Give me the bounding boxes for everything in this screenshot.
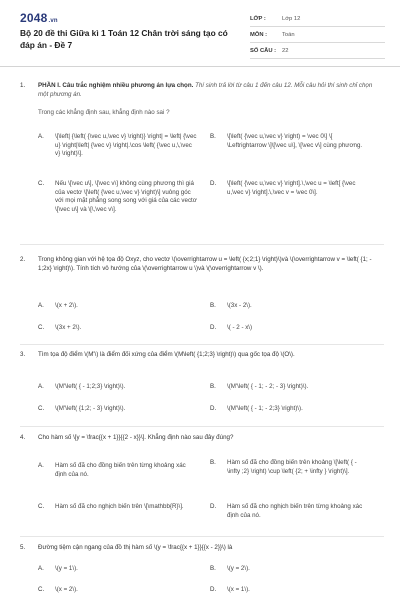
meta-value: 22 xyxy=(282,47,289,54)
option-text: \(y = 2\). xyxy=(227,565,250,572)
question-number: 5. xyxy=(20,544,26,551)
answer-option-a[interactable] xyxy=(38,302,198,311)
answer-option-b[interactable] xyxy=(210,133,370,150)
option-letter: B. xyxy=(210,459,216,466)
exam-header xyxy=(0,0,400,66)
option-letter: D. xyxy=(210,180,217,187)
option-letter: A. xyxy=(38,302,44,309)
option-text: Hàm số đã cho nghịch biến trên \[\mathbb{R}\]. xyxy=(55,503,184,510)
meta-key: SỐ CÂU : xyxy=(250,47,277,54)
option-text: \(3x - 2\). xyxy=(227,302,252,309)
question-number: 2. xyxy=(20,256,26,263)
answer-option-b[interactable] xyxy=(210,565,370,574)
option-text: Hàm số đã cho nghịch biến trên từng khoảng xác định của nó. xyxy=(227,503,363,519)
question-stem: Đường tiệm cận ngang của đồ thị hàm số \(y = \frac{{x + 1}}{{x - 2}}\) là xyxy=(38,544,233,551)
answer-option-b[interactable] xyxy=(210,459,370,476)
question-divider xyxy=(20,344,384,345)
header-divider xyxy=(0,66,400,67)
answer-option-c[interactable] xyxy=(38,405,198,414)
option-text: Hàm số đã cho đồng biến trên khoảng \[\left( { - \infty ;2} \right) \cup \left( {2; + \infty } \right)\]. xyxy=(227,459,357,475)
option-letter: C. xyxy=(38,324,45,331)
option-text: \(M'\left( { - 1;2;3} \right)\). xyxy=(55,383,126,390)
exam-meta-table xyxy=(250,11,385,59)
part-label: PHẦN I. Câu trắc nghiệm nhiều phương án lựa chọn. xyxy=(38,82,194,89)
question-stem: Trong các khẳng định sau, khẳng định nào sai ? xyxy=(38,109,170,116)
option-letter: A. xyxy=(38,383,44,390)
question-divider xyxy=(20,244,384,245)
option-text: \(x + 2\). xyxy=(55,302,78,309)
site-logo[interactable] xyxy=(20,11,58,25)
answer-option-b[interactable] xyxy=(210,383,370,392)
answer-option-d[interactable] xyxy=(210,405,370,414)
option-text: \( - 2 - x\) xyxy=(227,324,253,331)
option-text: Nếu \[\vec u\], \[\vec v\] không cùng phương thì giá của vectơ \[\left( {\vec u,\vec v} \right)\] vuông góc với mọi mặt phẳng song song với giá của các vectơ \[\vec u\] và \[\,\vec v\]. xyxy=(55,180,197,213)
question-number: 4. xyxy=(20,434,26,441)
option-text: \(3x + 2\). xyxy=(55,324,82,331)
answer-option-a[interactable] xyxy=(38,133,198,159)
answer-option-d[interactable] xyxy=(210,586,370,595)
answer-option-d[interactable] xyxy=(210,180,370,197)
option-text: \[\left( {\vec u,\vec v} \right].\,\vec u = \left[ {\vec u,\vec v} \right].\,\vec v = \vec 0\]. xyxy=(227,180,356,196)
option-text: \(y = 1\). xyxy=(55,565,78,572)
meta-value: Toán xyxy=(282,31,295,38)
option-letter: C. xyxy=(38,503,45,510)
document-title: Bộ 20 đề thi Giữa kì 1 Toán 12 Chân trời sáng tạo có đáp án - Đề 7 xyxy=(20,28,228,50)
answer-option-b[interactable] xyxy=(210,302,370,311)
meta-value: Lớp 12 xyxy=(282,15,301,22)
meta-key: LỚP : xyxy=(250,15,266,22)
option-letter: C. xyxy=(38,586,45,593)
answer-option-a[interactable] xyxy=(38,565,198,574)
part-header xyxy=(38,82,384,99)
option-text: Hàm số đã cho đồng biến trên từng khoảng xác định của nó. xyxy=(55,462,186,478)
option-letter: A. xyxy=(38,565,44,572)
option-letter: C. xyxy=(38,180,45,187)
option-letter: C. xyxy=(38,405,45,412)
option-text: \(M'\left( {1;2; - 3} \right)\). xyxy=(55,405,126,412)
option-letter: B. xyxy=(210,133,216,140)
option-letter: A. xyxy=(38,462,44,469)
answer-option-c[interactable] xyxy=(38,180,198,214)
option-letter: D. xyxy=(210,586,217,593)
question-number: 3. xyxy=(20,351,26,358)
meta-row-subject xyxy=(250,27,385,43)
option-letter: A. xyxy=(38,133,44,140)
logo-suffix: .vn xyxy=(48,18,58,24)
logo-main: 2048 xyxy=(20,11,48,25)
part-instruction: Thí sinh trả lời từ câu 1 đến câu 12. Mỗi câu hỏi thí sinh chỉ chọn một phương án. xyxy=(38,82,373,98)
option-text: \[\left( {\vec u,\vec v} \right) = \vec 0\] \[ \Leftrightarrow \]\[\vec u\], \[\vec v\] cùng phương. xyxy=(227,133,363,149)
answer-option-c[interactable] xyxy=(38,503,198,512)
answer-option-c[interactable] xyxy=(38,586,198,595)
meta-key: MÔN : xyxy=(250,31,268,38)
option-letter: B. xyxy=(210,302,216,309)
answer-option-a[interactable] xyxy=(38,383,198,392)
option-text: \[\left| {\left( {\vec u,\vec v} \right)} \right| = \left| {\vec u} \right|\left| {\vec v} \right|.\cos \left( {\vec u,\,\vec v} \right)\]. xyxy=(55,133,197,158)
option-text: \(x = 1\). xyxy=(227,586,250,593)
option-letter: B. xyxy=(210,565,216,572)
option-text: \(x = 2\). xyxy=(55,586,78,593)
meta-row-question-count xyxy=(250,43,385,59)
question-stem: Cho hàm số \[y = \frac{{x + 1}}{{2 - x}}\]. Khẳng định nào sau đây đúng? xyxy=(38,434,234,441)
question-stem: Tìm tọa độ điểm \(M'\) là điểm đối xứng của điểm \(M\left( {1;2;3} \right)\) qua gốc tọa độ \(O\). xyxy=(38,351,295,358)
option-text: \(M'\left( { - 1; - 2; - 3} \right)\). xyxy=(227,383,309,390)
answer-option-a[interactable] xyxy=(38,462,198,479)
answer-option-d[interactable] xyxy=(210,324,370,333)
option-letter: D. xyxy=(210,405,217,412)
meta-row-class xyxy=(250,11,385,27)
question-stem: Trong không gian với hệ tọa độ Oxyz, cho vectơ \(\overrightarrow u = \left( {x;2;1} \right)\)và \(\overrightarrow v = \left( {1; - 1;2x} \right)\). Tính tích vô hướng của \(\overrightarrow u \)và \(\overrightarrow v \). xyxy=(38,256,372,272)
answer-option-c[interactable] xyxy=(38,324,198,333)
option-letter: B. xyxy=(210,383,216,390)
option-letter: D. xyxy=(210,503,217,510)
answer-option-d[interactable] xyxy=(210,503,370,520)
question-number: 1. xyxy=(20,82,26,89)
option-text: \(M'\left( { - 1; - 2;3} \right)\). xyxy=(227,405,303,412)
option-letter: D. xyxy=(210,324,217,331)
question-divider xyxy=(20,426,384,427)
question-divider xyxy=(20,536,384,537)
